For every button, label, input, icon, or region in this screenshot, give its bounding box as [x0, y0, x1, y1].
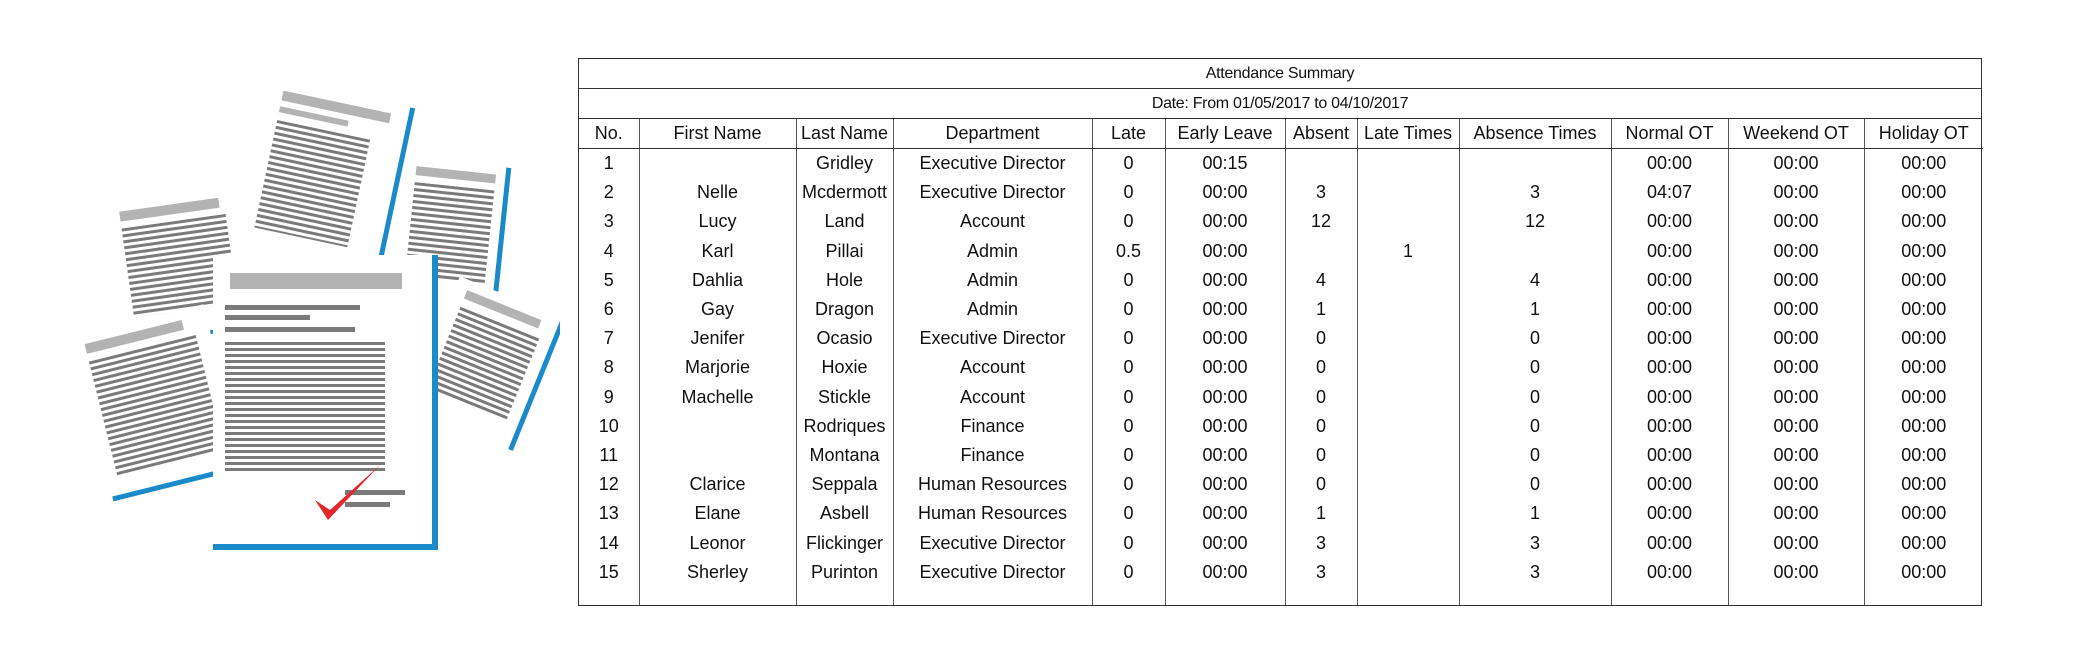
- column-header: Last Name: [796, 119, 893, 149]
- table-cell: Montana: [796, 441, 893, 470]
- table-cell: [1357, 353, 1459, 382]
- table-cell: 00:00: [1728, 383, 1864, 412]
- table-row: [579, 207, 1983, 236]
- table-cell: 00:00: [1864, 149, 1983, 179]
- table-cell: 0: [1092, 499, 1165, 528]
- table-cell: 3: [1285, 178, 1357, 207]
- table-cell: [1357, 558, 1459, 605]
- table-cell: 0: [1092, 324, 1165, 353]
- table-cell: 00:00: [1165, 266, 1285, 295]
- table-row: [579, 237, 1983, 266]
- table-cell: 13: [598, 503, 619, 524]
- table-cell: 00:00: [1864, 178, 1983, 207]
- table-cell: Executive Director: [893, 528, 1092, 557]
- table-cell: 0: [1285, 383, 1357, 412]
- table-cell: 00:00: [1165, 178, 1285, 207]
- table-cell: 00:00: [1864, 295, 1983, 324]
- table-cell: 00:00: [1728, 470, 1864, 499]
- table-row: [579, 528, 1983, 557]
- table-cell: 00:00: [1611, 324, 1728, 353]
- table-cell: 00:00: [1165, 528, 1285, 557]
- table-cell: 00:00: [1611, 295, 1728, 324]
- table-cell: [1285, 149, 1357, 179]
- table-cell: 4: [1285, 266, 1357, 295]
- table-cell: Mcdermott: [796, 178, 893, 207]
- table-cell: Executive Director: [893, 149, 1092, 179]
- table-cell: 0: [1092, 528, 1165, 557]
- table-cell: 00:00: [1611, 383, 1728, 412]
- table-cell: [1357, 383, 1459, 412]
- table-row: [579, 499, 1983, 528]
- table-cell: 8: [603, 357, 614, 378]
- table-cell: Finance: [893, 412, 1092, 441]
- table-cell: [1357, 149, 1459, 179]
- table-cell: 00:00: [1611, 207, 1728, 236]
- table-cell: 00:00: [1165, 237, 1285, 266]
- table-row: [579, 324, 1983, 353]
- table-cell: 0: [1285, 441, 1357, 470]
- table-cell: 00:00: [1611, 149, 1728, 179]
- table-cell: Admin: [893, 295, 1092, 324]
- table-cell: Dragon: [796, 295, 893, 324]
- table-cell: 3: [1459, 528, 1611, 557]
- table-cell: 14: [598, 532, 619, 553]
- table-cell: Hole: [796, 266, 893, 295]
- table-cell: Karl: [639, 237, 796, 266]
- table-cell: 04:07: [1611, 178, 1728, 207]
- table-cell: 9: [603, 386, 614, 407]
- column-header: Absent: [1285, 119, 1357, 149]
- table-cell: [1459, 237, 1611, 266]
- table-cell: 0: [1092, 383, 1165, 412]
- table-row: [579, 383, 1983, 412]
- table-cell: 5: [603, 269, 614, 290]
- table-cell: 00:00: [1728, 324, 1864, 353]
- table-cell: 00:00: [1728, 353, 1864, 382]
- document-page-top: [238, 76, 414, 274]
- table-cell: 0: [1459, 470, 1611, 499]
- table-cell: 00:00: [1611, 266, 1728, 295]
- table-cell: 00:00: [1728, 266, 1864, 295]
- table-cell: 00:00: [1165, 441, 1285, 470]
- table-cell: Executive Director: [893, 178, 1092, 207]
- table-cell: 10: [598, 415, 619, 436]
- table-cell: 00:00: [1728, 499, 1864, 528]
- table-cell: Rodriques: [796, 412, 893, 441]
- table-row: [579, 353, 1983, 382]
- table-title: Attendance Summary: [579, 59, 1981, 89]
- table-cell: [1357, 207, 1459, 236]
- table-cell: 1: [1459, 295, 1611, 324]
- table-cell: 00:15: [1165, 149, 1285, 179]
- table-cell: [639, 412, 796, 441]
- table-cell: 0: [1092, 353, 1165, 382]
- table-cell: 0: [1459, 353, 1611, 382]
- table-cell: 00:00: [1165, 499, 1285, 528]
- table-cell: 1: [1357, 237, 1459, 266]
- table-cell: 00:00: [1864, 470, 1983, 499]
- table-cell: 00:00: [1165, 353, 1285, 382]
- table-cell: Lucy: [639, 207, 796, 236]
- table-row: [579, 295, 1983, 324]
- table-cell: 4: [603, 240, 614, 261]
- column-header: First Name: [639, 119, 796, 149]
- table-cell: Executive Director: [893, 324, 1092, 353]
- table-cell: 00:00: [1864, 266, 1983, 295]
- table-row: [579, 470, 1983, 499]
- table-cell: 3: [603, 211, 614, 232]
- table-cell: 00:00: [1864, 207, 1983, 236]
- table-cell: 00:00: [1864, 499, 1983, 528]
- table-cell: Land: [796, 207, 893, 236]
- table-cell: 3: [1459, 558, 1611, 605]
- table-cell: Asbell: [796, 499, 893, 528]
- table-cell: 00:00: [1864, 383, 1983, 412]
- table-cell: 00:00: [1611, 499, 1728, 528]
- table-cell: 2: [603, 182, 614, 203]
- table-cell: Human Resources: [893, 499, 1092, 528]
- table-cell: 1: [1285, 499, 1357, 528]
- table-cell: Account: [893, 353, 1092, 382]
- table-cell: 6: [603, 299, 614, 320]
- column-header: Holiday OT: [1864, 119, 1983, 149]
- table-cell: 0: [1285, 353, 1357, 382]
- table-cell: 00:00: [1165, 295, 1285, 324]
- table-cell: 00:00: [1728, 178, 1864, 207]
- table-cell: [639, 149, 796, 179]
- table-cell: 0: [1092, 441, 1165, 470]
- attendance-grid: [579, 119, 1983, 605]
- table-cell: Clarice: [639, 470, 796, 499]
- table-cell: [639, 441, 796, 470]
- table-cell: 00:00: [1728, 237, 1864, 266]
- document-page-main: [213, 255, 435, 547]
- table-cell: Sherley: [639, 558, 796, 605]
- table-cell: 0.5: [1092, 237, 1165, 266]
- table-row: [579, 412, 1983, 441]
- table-cell: 0: [1092, 470, 1165, 499]
- table-cell: 00:00: [1165, 558, 1285, 605]
- column-header: Early Leave: [1165, 119, 1285, 149]
- table-cell: Stickle: [796, 383, 893, 412]
- table-row: [579, 266, 1983, 295]
- table-cell: 0: [1459, 324, 1611, 353]
- column-header: Late Times: [1357, 119, 1459, 149]
- table-cell: [1285, 237, 1357, 266]
- table-cell: 12: [598, 474, 619, 495]
- table-cell: 15: [598, 561, 619, 582]
- table-cell: Pillai: [796, 237, 893, 266]
- table-cell: [1357, 295, 1459, 324]
- table-cell: 00:00: [1611, 237, 1728, 266]
- table-cell: 00:00: [1864, 441, 1983, 470]
- table-cell: 00:00: [1728, 412, 1864, 441]
- table-cell: 11: [599, 444, 619, 465]
- table-cell: 7: [603, 328, 614, 349]
- table-cell: 00:00: [1165, 412, 1285, 441]
- table-cell: 00:00: [1165, 470, 1285, 499]
- table-cell: Marjorie: [639, 353, 796, 382]
- table-row: [579, 178, 1983, 207]
- table-cell: [1357, 412, 1459, 441]
- table-cell: Finance: [893, 441, 1092, 470]
- table-cell: 00:00: [1864, 353, 1983, 382]
- table-cell: 00:00: [1165, 324, 1285, 353]
- table-cell: 0: [1459, 412, 1611, 441]
- table-cell: 00:00: [1611, 441, 1728, 470]
- table-cell: 0: [1092, 149, 1165, 179]
- table-cell: 00:00: [1864, 412, 1983, 441]
- table-cell: Elane: [639, 499, 796, 528]
- table-cell: Gay: [639, 295, 796, 324]
- table-cell: 00:00: [1165, 383, 1285, 412]
- table-cell: 00:00: [1728, 528, 1864, 557]
- table-cell: 1: [1459, 499, 1611, 528]
- table-cell: 00:00: [1611, 558, 1728, 605]
- table-cell: 00:00: [1728, 295, 1864, 324]
- table-cell: Jenifer: [639, 324, 796, 353]
- table-cell: Account: [893, 207, 1092, 236]
- table-cell: Flickinger: [796, 528, 893, 557]
- table-cell: [1357, 499, 1459, 528]
- table-cell: [1357, 528, 1459, 557]
- table-cell: 00:00: [1728, 558, 1864, 605]
- table-cell: 0: [1092, 178, 1165, 207]
- table-cell: 0: [1092, 295, 1165, 324]
- table-cell: 0: [1285, 324, 1357, 353]
- table-cell: 0: [1092, 412, 1165, 441]
- table-cell: 0: [1285, 470, 1357, 499]
- document-stack-icon: [0, 0, 560, 660]
- table-row: [579, 441, 1983, 470]
- table-cell: Admin: [893, 237, 1092, 266]
- table-cell: 00:00: [1611, 528, 1728, 557]
- table-cell: 00:00: [1611, 470, 1728, 499]
- table-cell: 00:00: [1728, 441, 1864, 470]
- column-header: Absence Times: [1459, 119, 1611, 149]
- table-cell: [1357, 470, 1459, 499]
- table-cell: Admin: [893, 266, 1092, 295]
- table-cell: 00:00: [1611, 412, 1728, 441]
- table-cell: 00:00: [1864, 324, 1983, 353]
- header-row: [579, 119, 1983, 149]
- table-cell: 0: [1092, 558, 1165, 605]
- table-cell: 00:00: [1864, 558, 1983, 605]
- table-cell: Human Resources: [893, 470, 1092, 499]
- table-cell: [1357, 441, 1459, 470]
- table-cell: 0: [1092, 266, 1165, 295]
- table-row: [579, 149, 1983, 179]
- table-cell: 00:00: [1611, 353, 1728, 382]
- table-cell: 1: [1285, 295, 1357, 324]
- table-cell: 3: [1285, 528, 1357, 557]
- table-cell: 1: [603, 153, 614, 174]
- table-cell: Nelle: [639, 178, 796, 207]
- table-cell: Ocasio: [796, 324, 893, 353]
- column-header: No.: [579, 119, 639, 149]
- table-cell: [1357, 324, 1459, 353]
- attendance-summary-table: [578, 58, 1982, 606]
- table-cell: 0: [1459, 383, 1611, 412]
- table-cell: 12: [1459, 207, 1611, 236]
- table-cell: 0: [1285, 412, 1357, 441]
- table-cell: Account: [893, 383, 1092, 412]
- table-cell: 00:00: [1728, 207, 1864, 236]
- table-cell: 00:00: [1728, 149, 1864, 179]
- table-cell: Leonor: [639, 528, 796, 557]
- table-cell: 00:00: [1165, 207, 1285, 236]
- column-header: Normal OT: [1611, 119, 1728, 149]
- table-cell: 0: [1459, 441, 1611, 470]
- table-cell: Seppala: [796, 470, 893, 499]
- table-cell: 0: [1092, 207, 1165, 236]
- column-header: Department: [893, 119, 1092, 149]
- table-cell: 3: [1459, 178, 1611, 207]
- table-cell: 00:00: [1864, 528, 1983, 557]
- table-cell: Dahlia: [639, 266, 796, 295]
- date-range: Date: From 01/05/2017 to 04/10/2017: [579, 89, 1981, 119]
- table-row: [579, 558, 1983, 605]
- table-cell: 3: [1285, 558, 1357, 605]
- table-cell: Machelle: [639, 383, 796, 412]
- table-cell: [1459, 149, 1611, 179]
- table-cell: 00:00: [1864, 237, 1983, 266]
- table-cell: 12: [1285, 207, 1357, 236]
- table-cell: [1357, 266, 1459, 295]
- table-cell: Executive Director: [893, 558, 1092, 605]
- table-cell: [1357, 178, 1459, 207]
- column-header: Late: [1092, 119, 1165, 149]
- table-cell: Hoxie: [796, 353, 893, 382]
- table-cell: Gridley: [796, 149, 893, 179]
- column-header: Weekend OT: [1728, 119, 1864, 149]
- table-cell: 4: [1459, 266, 1611, 295]
- table-cell: Purinton: [796, 558, 893, 605]
